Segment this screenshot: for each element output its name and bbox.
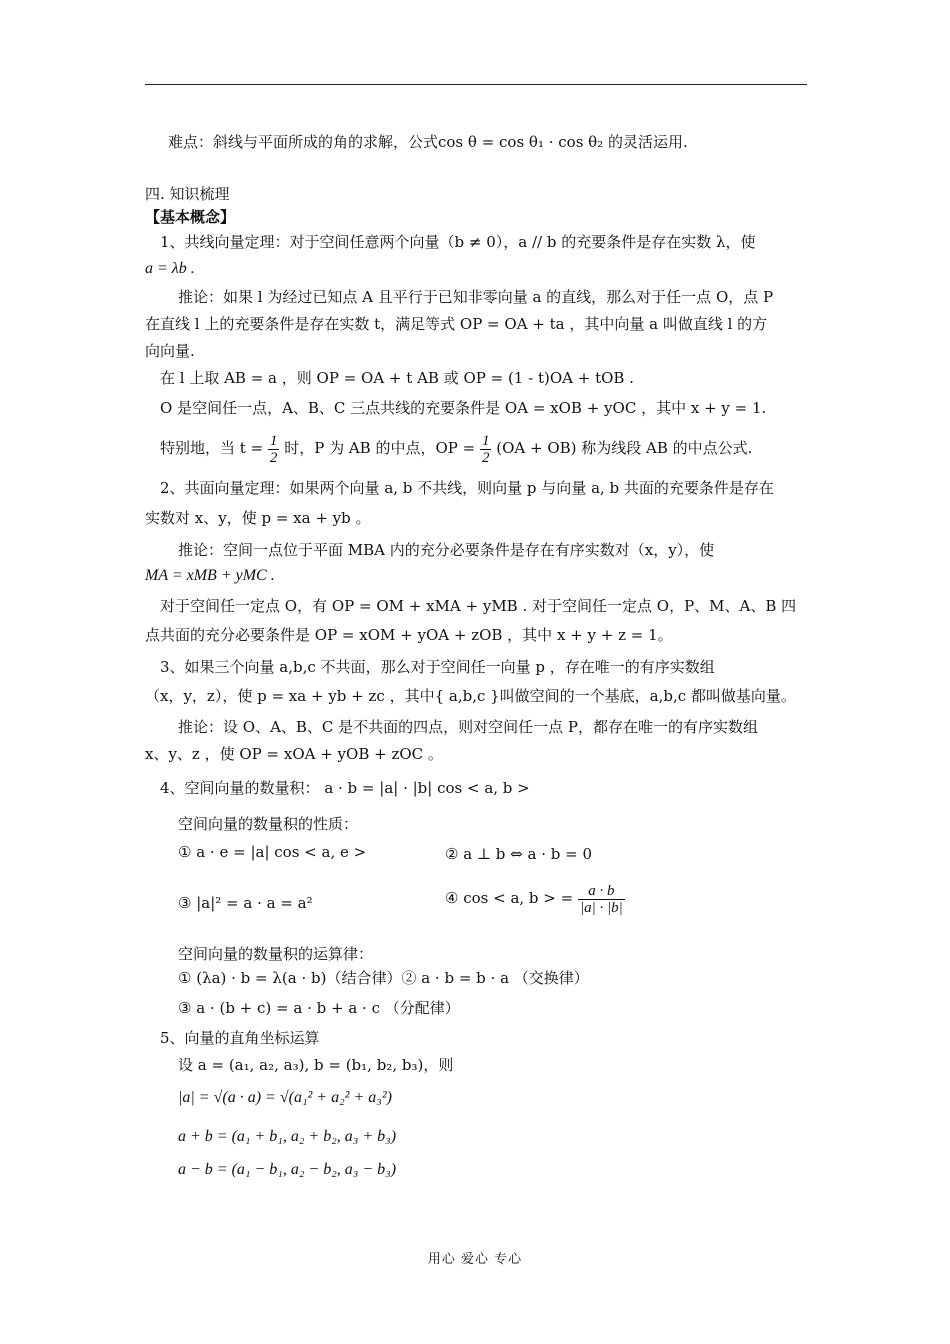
coplanar-theorem-line1: 2、共面向量定理：如果两个向量 a, b 不共线，则向量 p 与向量 a, b 共面的充要条件是存在	[160, 479, 774, 497]
corollary3-line1: 推论：设 O、A、B、C 是不共面的四点，则对空间任一点 P，都存在唯一的有序实数组	[178, 718, 759, 736]
dot-product-laws-title: 空间向量的数量积的运算律：	[178, 945, 374, 963]
corollary2-line1: 推论：空间一点位于平面 MBA 内的充分必要条件是存在有序实数对（x，y），使	[178, 541, 715, 559]
coordinate-ops-title: 5、向量的直角坐标运算	[160, 1029, 320, 1047]
section-title: 四. 知识梳理	[145, 185, 230, 203]
three-point-collinear: O 是空间任一点，A、B、C 三点共线的充要条件是 OA = xOB + yOC ，其中 x + y = 1.	[160, 399, 767, 417]
property-1: ① a · e = |a| cos < a, e >	[178, 843, 367, 861]
magnitude-formula: |a| = √(a · a) = √(a₁² + a₂² + a₃²)	[178, 1089, 392, 1106]
property-4	[445, 878, 625, 918]
law-distributive: ③ a · (b + c) = a · b + a · c （分配律）	[178, 999, 460, 1017]
midpoint-text-c: (OA + OB) 称为线段 AB 的中点公式.	[496, 439, 753, 457]
line-direction-formula: 在 l 上取 AB = a ，则 OP = OA + t AB 或 OP = (1 - t)OA + tOB .	[160, 369, 634, 387]
property-4-fraction	[578, 883, 625, 916]
difficulty-text: 难点：斜线与平面所成的角的求解，公式cos θ = cos θ₁ · cos θ₂ 的灵活运用.	[168, 133, 688, 151]
fraction-half	[268, 433, 280, 466]
collinear-theorem-line1: 1、共线向量定理：对于空间任意两个向量（b ≠ 0），a // b 的充要条件是存在实数 λ，使	[160, 233, 756, 251]
fraction-numerator: 1	[481, 432, 490, 449]
fraction-denominator: |a| · |b|	[579, 899, 623, 916]
midpoint-text-b: 时，P 为 AB 的中点，OP =	[284, 439, 476, 457]
fraction-denominator: 2	[481, 449, 490, 466]
corollary1-line1: 推论：如果 l 为经过已知点 A 且平行于已知非零向量 a 的直线，那么对于任一点 O，点 P	[178, 288, 774, 306]
concepts-heading: 【基本概念】	[145, 208, 236, 226]
midpoint-text-a: 特别地，当 t =	[160, 439, 264, 457]
subtraction-formula: a − b = (a₁ − b₁, a₂ − b₂, a₃ − b₃)	[178, 1161, 397, 1178]
corollary3-line2: x、y、z ，使 OP = xOA + yOB + zOC 。	[145, 745, 443, 763]
fraction-half-2	[480, 433, 492, 466]
header-rule	[145, 84, 807, 85]
corollary2-line2: MA = xMB + yMC .	[145, 567, 275, 584]
page-footer: 用心 爱心 专心	[427, 1252, 523, 1267]
coordinate-definition: 设 a = (a₁, a₂, a₃), b = (b₁, b₂, b₃)，则	[178, 1056, 454, 1074]
fraction-denominator: 2	[269, 449, 278, 466]
midpoint-formula	[160, 428, 752, 468]
corollary1-line2: 在直线 l 上的充要条件是存在实数 t，满足等式 OP = OA + ta ，其中向量 a 叫做直线 l 的方	[145, 315, 768, 333]
property-2: ② a ⊥ b ⇔ a · b = 0	[445, 845, 593, 863]
coplanar-theorem-line2: 实数对 x、y，使 p = xa + yb 。	[145, 509, 371, 527]
corollary1-line3: 向向量.	[145, 342, 195, 360]
dot-product-properties-title: 空间向量的数量积的性质：	[178, 815, 359, 833]
four-point-coplanar-line2: 点共面的充分必要条件是 OP = xOM + yOA + zOB ，其中 x + y + z = 1。	[145, 626, 673, 644]
property-4-left: ④ cos < a, b > =	[445, 889, 574, 907]
fraction-numerator: 1	[269, 432, 278, 449]
property-3: ③ |a|² = a · a = a²	[178, 894, 313, 912]
four-point-coplanar-line1: 对于空间任一定点 O，有 OP = OM + xMA + yMB . 对于空间任一定点 O，P、M、A、B 四	[160, 597, 797, 615]
basis-theorem-line2: （x，y，z），使 p = xa + yb + zc ，其中{ a,b,c }叫做空间的一个基底，a,b,c 都叫做基向量。	[145, 687, 796, 705]
fraction-numerator: a · b	[578, 883, 625, 900]
basis-theorem-line1: 3、如果三个向量 a,b,c 不共面，那么对于空间任一向量 p ，存在唯一的有序实数组	[160, 658, 715, 676]
collinear-theorem-line2: a = λb .	[145, 260, 195, 277]
addition-formula: a + b = (a₁ + b₁, a₂ + b₂, a₃ + b₃)	[178, 1128, 397, 1145]
law-associative-commutative: ① (λa) · b = λ(a · b)（结合律）② a · b = b · a （交换律）	[178, 969, 589, 987]
dot-product-definition: 4、空间向量的数量积： a · b = |a| · |b| cos < a, b >	[160, 779, 530, 797]
